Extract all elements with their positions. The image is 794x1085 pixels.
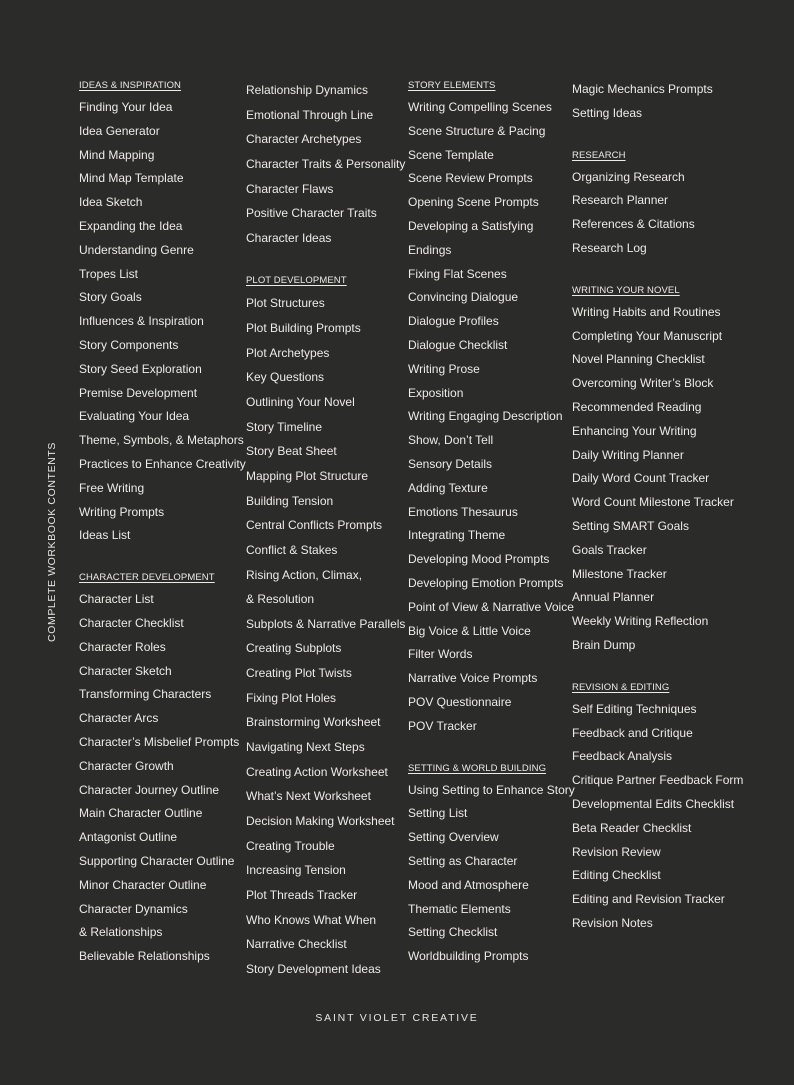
contents-item: Mood and Atmosphere	[408, 877, 529, 892]
contents-item: POV Tracker	[408, 718, 477, 733]
contents-item: Exposition	[408, 385, 464, 400]
contents-item: Outlining Your Novel	[246, 395, 355, 410]
contents-item: Writing Engaging Description	[408, 409, 563, 424]
contents-item: Filter Words	[408, 647, 473, 662]
contents-item: Magic Mechanics Prompts	[572, 82, 713, 96]
contents-item: Developing Mood Prompts	[408, 552, 550, 567]
contents-item: Character Dynamics	[79, 901, 188, 916]
contents-item: Creating Action Worksheet	[246, 764, 388, 779]
section	[79, 570, 246, 969]
contents-item: Setting SMART Goals	[572, 518, 689, 533]
section	[408, 761, 575, 969]
contents-item: Building Tension	[246, 493, 334, 508]
contents-item: Feedback Analysis	[572, 749, 673, 764]
contents-item: Beta Reader Checklist	[572, 820, 692, 835]
contents-item: Story Timeline	[246, 419, 323, 434]
contents-item: Navigating Next Steps	[246, 740, 365, 755]
contents-item: Tropes List	[79, 266, 138, 281]
section-heading: RESEARCH	[572, 149, 626, 161]
contents-item: Positive Character Traits	[246, 206, 377, 221]
contents-item: Using Setting to Enhance Story	[408, 782, 575, 797]
contents-item: Big Voice & Little Voice	[408, 623, 531, 638]
contents-item: Writing Prose	[408, 361, 480, 376]
column-2	[246, 78, 405, 981]
contents-item: Free Writing	[79, 480, 145, 495]
contents-item: Research Log	[572, 240, 647, 255]
column-1	[79, 78, 246, 969]
contents-item: Recommended Reading	[572, 399, 702, 414]
contents-item: Setting Overview	[408, 830, 499, 845]
contents-item: Idea Sketch	[79, 195, 143, 210]
side-label: COMPLETE WORKBOOK CONTENTS	[46, 442, 58, 642]
contents-item: Dialogue Checklist	[408, 337, 508, 352]
contents-item: Completing Your Manuscript	[572, 328, 723, 343]
contents-item: Character’s Misbelief Prompts	[79, 734, 240, 749]
contents-item: Developing a Satisfying	[408, 218, 534, 233]
contents-item: Scene Structure & Pacing	[408, 123, 546, 138]
contents-item: Increasing Tension	[246, 863, 346, 878]
contents-item: Mapping Plot Structure	[246, 468, 369, 483]
contents-item: Emotional Through Line	[246, 107, 374, 122]
contents-item: Creating Trouble	[246, 838, 335, 853]
contents-item: Revision Notes	[572, 915, 653, 930]
contents-item: Plot Structures	[246, 296, 325, 311]
contents-item: Subplots & Narrative Parallels	[246, 616, 406, 631]
contents-item: Setting Ideas	[572, 105, 643, 120]
contents-item: Research Planner	[572, 193, 669, 208]
contents-item: Rising Action, Climax,	[246, 567, 363, 582]
contents-item: Supporting Character Outline	[79, 853, 235, 868]
section	[572, 680, 743, 936]
section-heading: PLOT DEVELOPMENT	[246, 275, 347, 287]
contents-item: Writing Habits and Routines	[572, 304, 721, 319]
contents-item: Character Traits & Personality	[246, 156, 406, 171]
section-heading: WRITING YOUR NOVEL	[572, 284, 680, 296]
contents-item: Critique Partner Feedback Form	[572, 773, 744, 788]
contents-item: Scene Template	[408, 147, 494, 162]
contents-item: Finding Your Idea	[79, 100, 173, 114]
contents-item: Mind Map Template	[79, 171, 184, 186]
contents-item: Story Components	[79, 337, 179, 352]
contents-item: Show, Don’t Tell	[408, 433, 494, 448]
column-4	[572, 78, 743, 936]
contents-item: Creating Subplots	[246, 641, 342, 656]
contents-item: Narrative Voice Prompts	[408, 671, 538, 686]
contents-item: Plot Threads Tracker	[246, 887, 358, 902]
contents-item: Antagonist Outline	[79, 830, 178, 845]
contents-item: Editing Checklist	[572, 868, 661, 883]
contents-item: POV Questionnaire	[408, 694, 512, 709]
contents-item: Character Ideas	[246, 230, 332, 245]
contents-item: Character Roles	[79, 639, 166, 654]
contents-item: Brainstorming Worksheet	[246, 715, 381, 730]
contents-item: Daily Writing Planner	[572, 447, 684, 462]
contents-item: Who Knows What When	[246, 912, 377, 927]
contents-item: & Resolution	[246, 592, 315, 607]
section-heading: IDEAS & INSPIRATION	[79, 80, 182, 91]
section	[246, 78, 405, 250]
contents-item: Character Arcs	[79, 711, 159, 726]
contents-item: Ideas List	[79, 528, 131, 543]
section	[246, 273, 405, 981]
contents-item: Novel Planning Checklist	[572, 352, 705, 367]
section	[408, 78, 575, 739]
contents-item: Opening Scene Prompts	[408, 195, 539, 210]
contents-item: Sensory Details	[408, 456, 493, 471]
contents-item: Brain Dump	[572, 637, 636, 652]
contents-item: Creating Plot Twists	[246, 666, 352, 681]
contents-item: Transforming Characters	[79, 687, 212, 702]
contents-item: Self Editing Techniques	[572, 701, 697, 716]
contents-item: Worldbuilding Prompts	[408, 949, 529, 964]
contents-item: Thematic Elements	[408, 901, 511, 916]
contents-item: Setting as Character	[408, 853, 518, 868]
contents-item: Milestone Tracker	[572, 566, 667, 581]
contents-item: Mind Mapping	[79, 147, 155, 162]
contents-item: Character Growth	[79, 758, 174, 773]
contents-item: Convincing Dialogue	[408, 290, 519, 305]
contents-item: Weekly Writing Reflection	[572, 614, 709, 629]
contents-item: Character List	[79, 592, 154, 607]
contents-item: Character Flaws	[246, 181, 334, 196]
contents-item: Word Count Milestone Tracker	[572, 495, 734, 510]
contents-item: Scene Review Prompts	[408, 171, 533, 186]
contents-item: Annual Planner	[572, 590, 655, 605]
contents-item: Expanding the Idea	[79, 218, 183, 233]
contents-item: Relationship Dynamics	[246, 83, 369, 97]
contents-item: References & Citations	[572, 217, 695, 232]
contents-item: Developing Emotion Prompts	[408, 575, 564, 590]
contents-item: Endings	[408, 242, 452, 257]
contents-item: Premise Development	[79, 385, 198, 400]
column-3	[408, 78, 575, 969]
contents-item: Plot Building Prompts	[246, 321, 361, 336]
section-heading: REVISION & EDITING	[572, 681, 670, 693]
contents-item: Central Conflicts Prompts	[246, 518, 383, 533]
contents-item: Story Goals	[79, 290, 142, 305]
contents-item: Story Beat Sheet	[246, 444, 337, 459]
contents-item: Minor Character Outline	[79, 877, 207, 892]
contents-item: Key Questions	[246, 370, 325, 385]
contents-item: Character Archetypes	[246, 132, 362, 147]
contents-item: Goals Tracker	[572, 542, 647, 557]
contents-item: Point of View & Narrative Voice	[408, 599, 574, 614]
contents-item: Dialogue Profiles	[408, 314, 499, 329]
contents-item: Revision Review	[572, 844, 661, 859]
contents-item: Fixing Plot Holes	[246, 690, 337, 705]
contents-item: Setting List	[408, 806, 468, 821]
contents-item: Evaluating Your Idea	[79, 409, 190, 424]
contents-item: Main Character Outline	[79, 806, 203, 821]
contents-item: Theme, Symbols, & Metaphors	[79, 433, 244, 448]
contents-item: Setting Checklist	[408, 925, 498, 940]
contents-item: Character Sketch	[79, 663, 172, 678]
contents-item: What’s Next Worksheet	[246, 789, 371, 804]
contents-item: Adding Texture	[408, 480, 488, 495]
contents-item: Story Development Ideas	[246, 961, 381, 976]
footer-brand: SAINT VIOLET CREATIVE	[315, 1012, 479, 1024]
contents-item: Integrating Theme	[408, 528, 506, 543]
contents-item: Developmental Edits Checklist	[572, 796, 735, 811]
section-heading: STORY ELEMENTS	[408, 80, 496, 91]
contents-item: Enhancing Your Writing	[572, 423, 697, 438]
section	[79, 78, 246, 548]
contents-item: Story Seed Exploration	[79, 361, 202, 376]
contents-item: Emotions Thesaurus	[408, 504, 518, 519]
section-heading: SETTING & WORLD BUILDING	[408, 762, 547, 774]
contents-item: Plot Archetypes	[246, 345, 330, 360]
section	[572, 283, 743, 658]
contents-item: Fixing Flat Scenes	[408, 266, 507, 281]
contents-item: Conflict & Stakes	[246, 542, 338, 557]
contents-item: Feedback and Critique	[572, 725, 693, 740]
contents-item: Idea Generator	[79, 123, 160, 138]
contents-item: Influences & Inspiration	[79, 314, 204, 329]
contents-item: Writing Prompts	[79, 504, 165, 519]
contents-item: Overcoming Writer’s Block	[572, 376, 714, 391]
contents-item: Decision Making Worksheet	[246, 813, 395, 828]
contents-item: Understanding Genre	[79, 242, 194, 257]
contents-item: Character Journey Outline	[79, 782, 220, 797]
contents-item: Writing Compelling Scenes	[408, 100, 552, 114]
section	[572, 148, 743, 261]
section	[572, 78, 743, 126]
contents-item: Organizing Research	[572, 169, 685, 184]
contents-item: Daily Word Count Tracker	[572, 471, 710, 486]
section-heading: CHARACTER DEVELOPMENT	[79, 572, 215, 584]
contents-item: Practices to Enhance Creativity	[79, 456, 246, 471]
contents-item: Editing and Revision Tracker	[572, 892, 725, 907]
contents-item: Character Checklist	[79, 615, 184, 630]
contents-item: & Relationships	[79, 925, 163, 940]
contents-item: Believable Relationships	[79, 949, 210, 964]
contents-item: Narrative Checklist	[246, 937, 347, 952]
